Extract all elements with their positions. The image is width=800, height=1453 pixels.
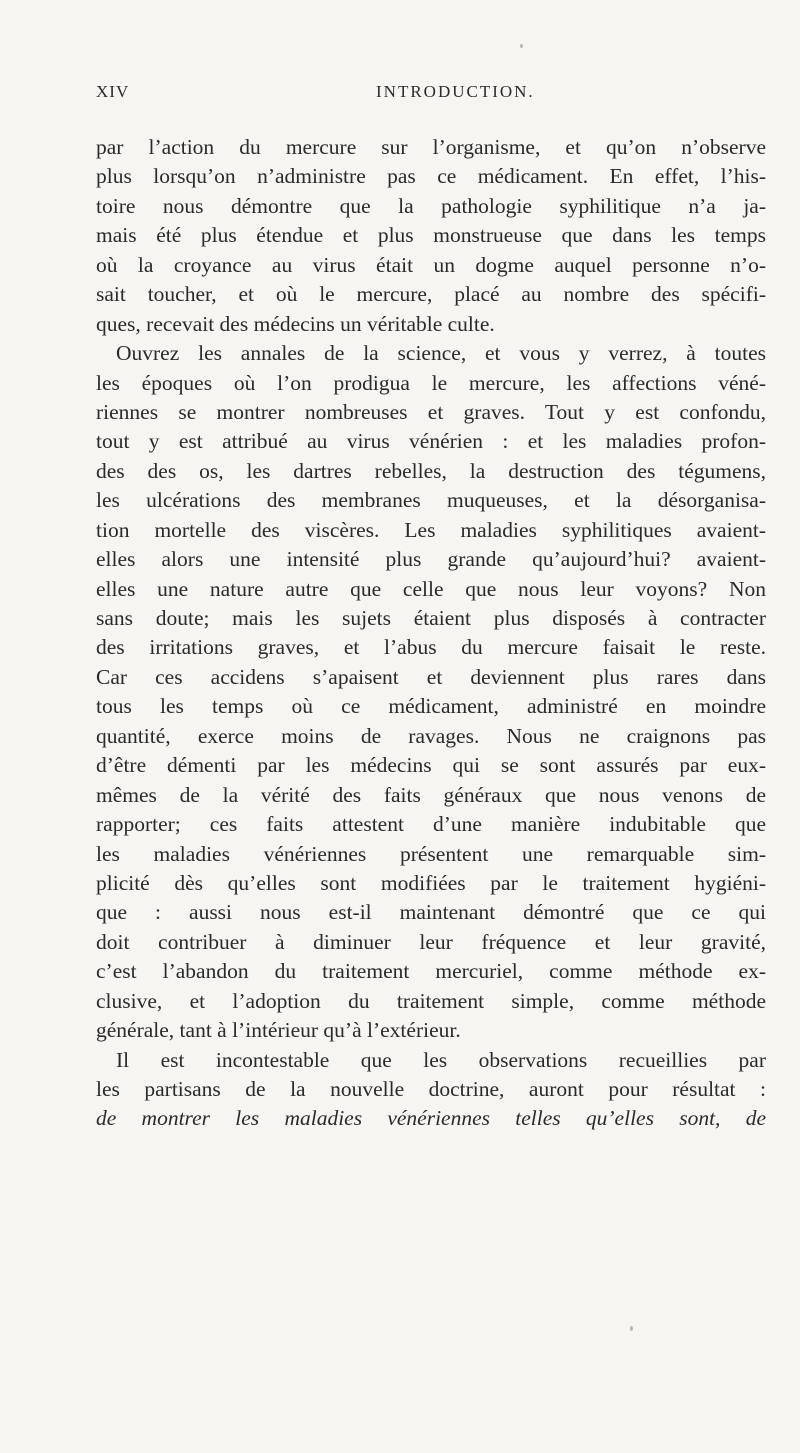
text-line: que : aussi nous est-il maintenant démontré que ce qui (96, 900, 766, 925)
text-line: de montrer les maladies vénériennes telles qu’elles sont, de (96, 1106, 766, 1131)
text-line: rapporter; ces faits attestent d’une manière indubitable que (96, 812, 766, 837)
text-line: des des os, les dartres rebelles, la destruction des tégumens, (96, 458, 766, 483)
page-number: XIV (96, 82, 130, 101)
text-line: ques, recevait des médecins un véritable culte. (96, 311, 495, 336)
text-line: les ulcérations des membranes muqueuses, et la désorganisa- (96, 488, 766, 513)
text-line: tion mortelle des viscères. Les maladies syphilitiques avaient- (96, 517, 766, 542)
text-line: tout y est attribué au virus vénérien : et les maladies profon- (96, 429, 766, 454)
text-line: mêmes de la vérité des faits généraux que nous venons de (96, 782, 766, 807)
text-line: des irritations graves, et l’abus du mercure faisait le reste. (96, 635, 766, 660)
body-text (96, 133, 766, 1134)
text-line: elles alors une intensité plus grande qu’aujourd’hui? avaient- (96, 547, 766, 572)
text-line: Ouvrez les annales de la science, et vous y verrez, à toutes (116, 341, 766, 366)
text-line: les partisans de la nouvelle doctrine, auront pour résultat : (96, 1077, 766, 1101)
text-line: d’être démenti par les médecins qui se sont assurés par eux- (96, 753, 766, 778)
text-line: plicité dès qu’elles sont modifiées par le traitement hygiéni- (96, 870, 766, 895)
text-line: toire nous démontre que la pathologie syphilitique n’a ja- (96, 193, 766, 218)
text-line: doit contribuer à diminuer leur fréquence et leur gravité, (96, 929, 766, 954)
text-line: générale, tant à l’intérieur qu’à l’extérieur. (96, 1018, 461, 1043)
text-line: c’est l’abandon du traitement mercuriel, comme méthode ex- (96, 959, 766, 984)
text-line: clusive, et l’adoption du traitement simple, comme méthode (96, 988, 766, 1013)
text-line: elles une nature autre que celle que nous leur voyons? Non (96, 576, 766, 601)
text-line: les maladies vénériennes présentent une remarquable sim- (96, 841, 766, 866)
running-title: INTRODUCTION. (376, 82, 535, 101)
text-line: tous les temps où ce médicament, administré en moindre (96, 694, 766, 719)
text-line: Car ces accidens s’apaisent et deviennent plus rares dans (96, 664, 766, 689)
text-line: sait toucher, et où le mercure, placé au nombre des spécifi- (96, 282, 766, 307)
text-line: Il est incontestable que les observations recueillies par (116, 1047, 766, 1072)
text-line: sans doute; mais les sujets étaient plus disposés à contracter (96, 606, 766, 630)
ink-speck (520, 44, 523, 48)
text-line: riennes se montrer nombreuses et graves. Tout y est confondu, (96, 399, 766, 424)
text-line: par l’action du mercure sur l’organisme, et qu’on n’observe (96, 135, 766, 159)
text-line: où la croyance au virus était un dogme auquel personne n’o- (96, 252, 766, 277)
text-line: les époques où l’on prodigua le mercure, les affections véné- (96, 370, 766, 395)
ink-speck (630, 1326, 633, 1331)
running-head (96, 82, 716, 106)
text-line: quantité, exerce moins de ravages. Nous ne craignons pas (96, 723, 766, 748)
text-line: mais été plus étendue et plus monstrueuse que dans les temps (96, 223, 766, 248)
text-line: plus lorsqu’on n’administre pas ce médicament. En effet, l’his- (96, 164, 766, 189)
